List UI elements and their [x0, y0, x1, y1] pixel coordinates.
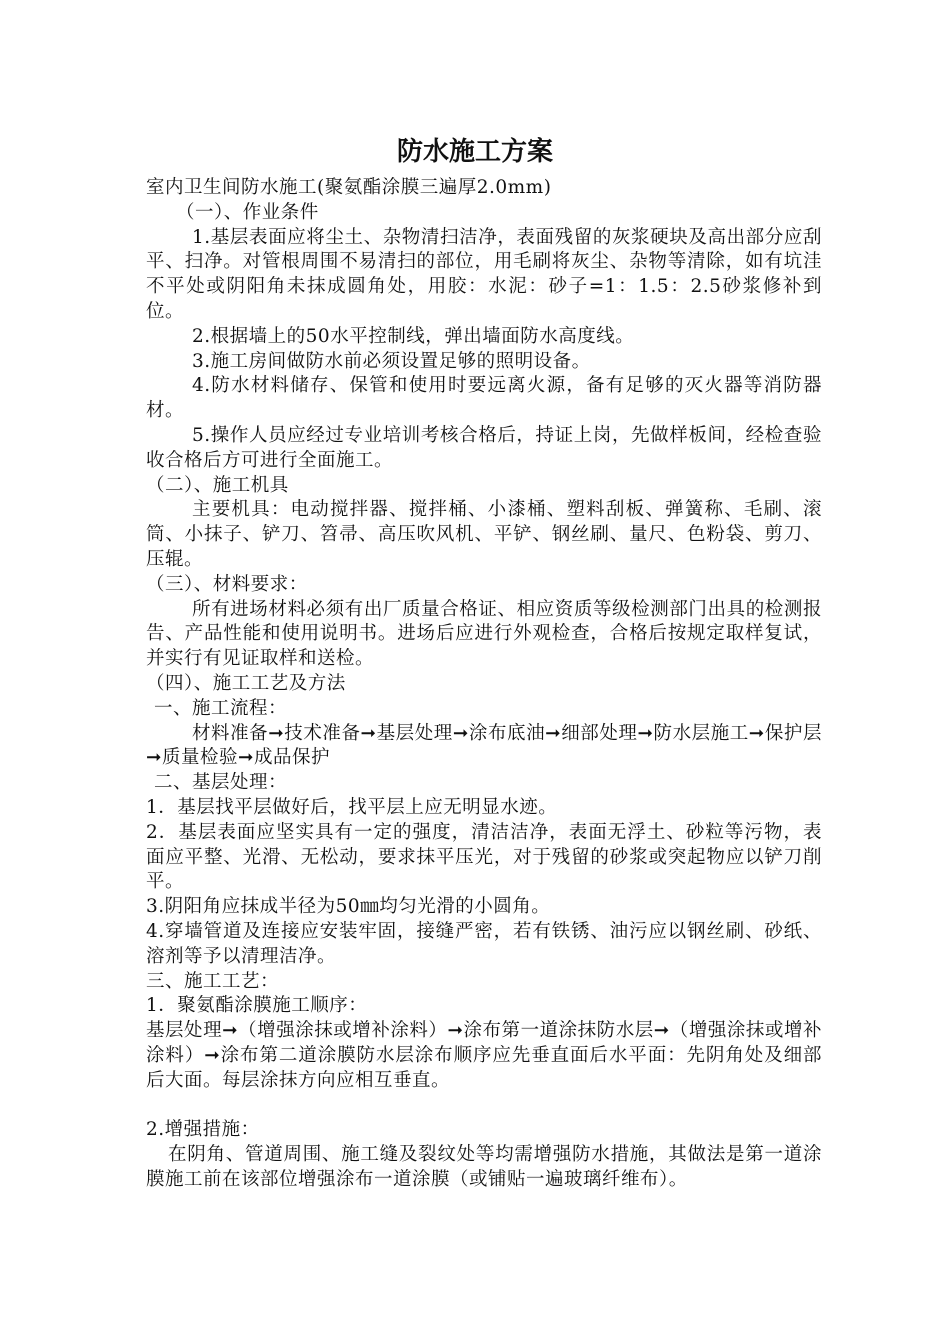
document-title: 防水施工方案 — [396, 137, 553, 167]
paragraph-condition-5: 5.操作人员应经过专业培训考核合格后，持证上岗，先做样板间，经检查验收合格后方可进行全面施工。 — [146, 424, 822, 471]
paragraph-reinforce: 在阴角、管道周围、施工缝及裂纹处等均需增强防水措施，其做法是第一道涂膜施工前在该部位增强涂布一道涂膜（或铺贴一遍玻璃纤维布）。 — [146, 1144, 822, 1190]
paragraph-base-1: 1．基层找平层做好后，找平层上应无明显水迹。 — [146, 796, 558, 818]
document-body — [146, 176, 822, 1193]
paragraph-flow: 材料准备➞技术准备➞基层处理➞涂布底油➞细部处理➞防水层施工➞保护层➞质量检验➞成品保护 — [146, 722, 822, 769]
paragraph-condition-2: 2.根据墙上的50水平控制线，弹出墙面防水高度线。 — [192, 325, 635, 347]
paragraph-base-2: 2．基层表面应坚实具有一定的强度，清洁洁净，表面无浮土、砂粒等污物，表面应平整、光滑、无松动，要求抹平压光，对于残留的砂浆或突起物应以铲刀削平。 — [146, 821, 822, 893]
paragraph-base-4: 4.穿墙管道及连接应安装牢固，接缝严密，若有铁锈、油污应以钢丝刷、砂纸、溶剂等予以清理洁净。 — [146, 920, 822, 967]
section-heading-materials: （三）、材料要求： — [146, 573, 308, 595]
paragraph-materials: 所有进场材料必须有出厂质量合格证、相应资质等级检测部门出具的检测报告、产品性能和使用说明书。进场后应进行外观检查，合格后按规定取样复试，并实行有见证取样和送检。 — [146, 598, 822, 670]
paragraph-tools: 主要机具：电动搅拌器、搅拌桶、小漆桶、塑料刮板、弹簧称、毛刷、滚筒、小抹子、铲刀、笤帚、高压吹风机、平铲、钢丝刷、量尺、色粉袋、剪刀、压辊。 — [146, 499, 822, 570]
paragraph-condition-3: 3.施工房间做防水前必须设置足够的照明设备。 — [192, 350, 591, 372]
paragraph-technique-sequence: 基层处理➞（增强涂抹或增补涂料）➞涂布第一道涂抹防水层➞（增强涂抹或增补涂料）➞涂布第二道涂膜防水层涂布顺序应先垂直面后水平面：先阴角处及细部后大面。每层涂抹方向应相互垂直。 — [146, 1020, 822, 1091]
subheading-technique: 三、施工工艺： — [146, 970, 280, 992]
paragraph-technique-1: 1．聚氨酯涂膜施工顺序： — [146, 995, 368, 1017]
section-heading-tools: （二）、施工机具 — [146, 474, 289, 496]
blank-line — [146, 1093, 822, 1118]
subheading-base: 二、基层处理： — [154, 772, 288, 794]
paragraph-base-3: 3.阴阳角应抹成半径为50㎜均匀光滑的小圆角。 — [146, 896, 551, 918]
paragraph-reinforce-heading: 2.增强措施： — [146, 1119, 260, 1141]
section-heading-process: （四）、施工工艺及方法 — [146, 672, 346, 694]
subheading-flow: 一、施工流程： — [154, 697, 288, 719]
paragraph-condition-4: 4.防水材料储存、保管和使用时要远离火源，备有足够的灭火器等消防器材。 — [146, 375, 822, 422]
paragraph-subtitle: 室内卫生间防水施工(聚氨酯涂膜三遍厚2.0mm) — [146, 177, 552, 198]
section-heading-conditions: （一）、作业条件 — [176, 201, 319, 223]
paragraph-condition-1: 1.基层表面应将尘土、杂物清扫洁净，表面残留的灰浆硬块及高出部分应刮平、扫净。对管根周围不易清扫的部位，用毛刷将灰尘、杂物等清除，如有坑洼不平处或阴阳角未抹成圆角处，用胶：水泥：砂子=1：1.5：2.5砂浆修补到位。 — [146, 226, 822, 322]
